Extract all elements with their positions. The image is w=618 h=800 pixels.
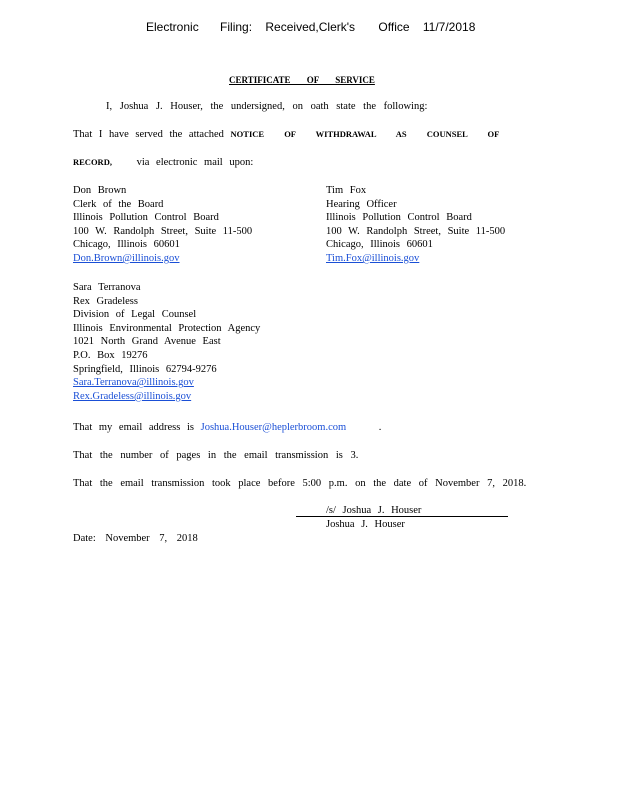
header-electronic: Electronic	[146, 20, 199, 34]
header-filing: Filing:	[220, 20, 253, 34]
oath-statement: I, Joshua J. Houser, the undersigned, on oath state the following:	[106, 101, 428, 112]
signer-name: Joshua J. Houser	[326, 519, 405, 530]
served-document-title-cont: RECORD,	[73, 157, 112, 167]
recipient-title: Clerk of the Board	[73, 198, 164, 210]
recipient-po-box: P.O. Box 19276	[73, 349, 148, 361]
recipient-tim-fox	[326, 184, 505, 266]
email-statement	[73, 421, 381, 435]
header-received: Received,	[265, 20, 319, 34]
recipient-name: Rex Gradeless	[73, 295, 138, 307]
date-line: Date: November 7, 2018	[73, 533, 198, 544]
header-clerks: Clerk's	[318, 20, 356, 34]
filing-stamp-header	[146, 20, 475, 34]
served-statement	[73, 128, 499, 142]
recipient-email-link[interactable]: Sara.Terranova@illinois.gov	[73, 377, 194, 389]
recipient-address: 100 W. Randolph Street, Suite 11-500	[326, 225, 506, 237]
certificate-title: CERTIFICATE OF SERVICE	[229, 75, 375, 85]
served-prefix: That I have served the attached	[73, 129, 224, 140]
recipient-iepa	[73, 281, 260, 403]
recipient-don-brown	[73, 184, 252, 266]
served-statement-cont	[73, 156, 253, 170]
recipient-name: Tim Fox	[326, 185, 367, 196]
recipient-division: Division of Legal Counsel	[73, 309, 197, 321]
recipient-org: Illinois Pollution Control Board	[326, 212, 472, 224]
header-office: Office	[378, 20, 410, 34]
recipient-name: Don Brown	[73, 185, 127, 196]
signature: /s/ Joshua J. Houser	[326, 505, 422, 516]
recipient-org: Illinois Pollution Control Board	[73, 212, 219, 224]
recipient-city: Springfield, Illinois 62794-9276	[73, 363, 217, 375]
served-document-title: NOTICE OF WITHDRAWAL AS COUNSEL OF	[230, 129, 500, 139]
recipient-street: 1021 North Grand Avenue East	[73, 336, 221, 348]
email-statement-prefix: That my email address is	[73, 422, 194, 433]
recipient-email-link[interactable]: Tim.Fox@illinois.gov	[326, 252, 420, 264]
time-statement: That the email transmission took place before 5:00 p.m. on the date of November 7, 2018.	[73, 478, 527, 489]
header-date: 11/7/2018	[422, 20, 476, 34]
recipient-agency: Illinois Environmental Protection Agency	[73, 322, 261, 334]
recipient-city: Chicago, Illinois 60601	[326, 239, 433, 251]
recipient-title: Hearing Officer	[326, 198, 397, 210]
recipient-name: Sara Terranova	[73, 282, 141, 293]
pages-statement: That the number of pages in the email transmission is 3.	[73, 450, 359, 461]
served-suffix: via electronic mail upon:	[136, 157, 254, 168]
recipient-email-link[interactable]: Don.Brown@illinois.gov	[73, 252, 180, 264]
email-statement-suffix: .	[378, 422, 382, 433]
recipient-email-link[interactable]: Rex.Gradeless@illinois.gov	[73, 390, 192, 402]
sender-email-link[interactable]: Joshua.Houser@heplerbroom.com	[200, 422, 347, 433]
recipient-address: 100 W. Randolph Street, Suite 11-500	[73, 225, 253, 237]
recipient-city: Chicago, Illinois 60601	[73, 239, 180, 251]
